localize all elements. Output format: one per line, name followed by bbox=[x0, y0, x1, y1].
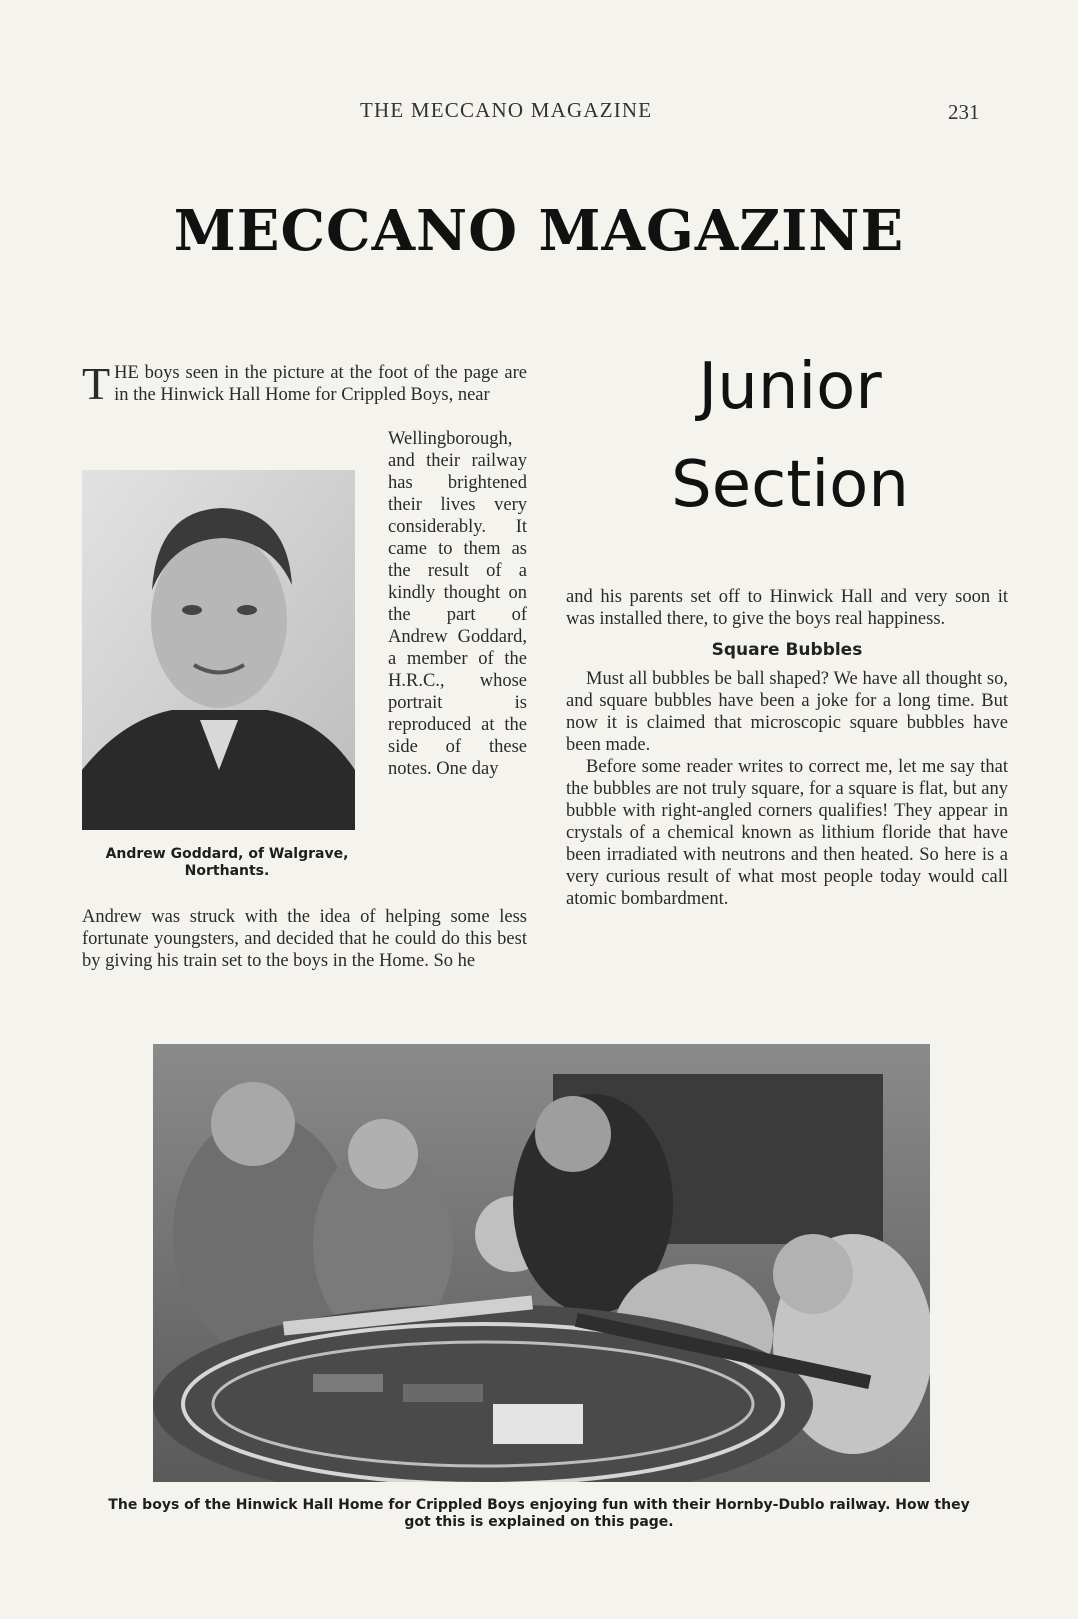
masthead-title: MECCANO MAGAZINE bbox=[173, 198, 905, 264]
train-photo-image bbox=[153, 1044, 930, 1482]
article-intro-bottom: Andrew was struck with the idea of helping some less fortunate youngsters, and decided that he could do this best by giving his train set to the boys in the Home. So he bbox=[82, 907, 527, 971]
photo-caption: The boys of the Hinwick Hall Home for Crippled Boys enjoying fun with their Hornby-Dublo railway. How they got this is explained on this page. bbox=[108, 1497, 970, 1530]
section-title-line2: Section bbox=[671, 448, 909, 522]
bubbles-paragraph-2: Before some reader writes to correct me, let me say that the bubbles are not truly square, for a square is flat, but any bubble with right-angled corners qualifies! They appear in crystals of a chemical known as lithium floride that have been irradiated with neutrons and then heated. So here is a very curious result of what most people today would call atomic bombardment. bbox=[566, 757, 1008, 909]
running-header-title: THE MECCANO MAGAZINE bbox=[360, 98, 653, 122]
intro-top-text: HE boys seen in the picture at the foot of the page are in the Hinwick Hall Home for Crippled Boys, near bbox=[114, 363, 527, 405]
drop-cap: T bbox=[82, 358, 111, 409]
article-right-column bbox=[566, 586, 1008, 910]
portrait-caption: Andrew Goddard, of Walgrave, Northants. bbox=[105, 846, 349, 879]
article-continued: and his parents set off to Hinwick Hall and very soon it was installed there, to give the boys real happiness. bbox=[566, 587, 1008, 629]
bubbles-paragraph-1: Must all bubbles be ball shaped? We have all thought so, and square bubbles have been a joke for a long time. But now it is claimed that microscopic square bubbles have been made. bbox=[566, 669, 1008, 755]
portrait-image bbox=[82, 470, 355, 830]
page-number: 231 bbox=[948, 100, 980, 124]
portrait-photo bbox=[82, 470, 355, 830]
train-photo bbox=[153, 1044, 930, 1482]
section-title-line1: Junior bbox=[698, 350, 882, 424]
subheading-square-bubbles: Square Bubbles bbox=[711, 640, 863, 660]
article-intro-top bbox=[82, 358, 527, 409]
article-intro-side: Wellingborough, and their railway has brightened their lives very considerably. It came to them as the result of a kindly thought on the part of Andrew Goddard, a member of the H.R.C., whose portrait is reproduced at the side of these notes. One day bbox=[388, 429, 527, 779]
